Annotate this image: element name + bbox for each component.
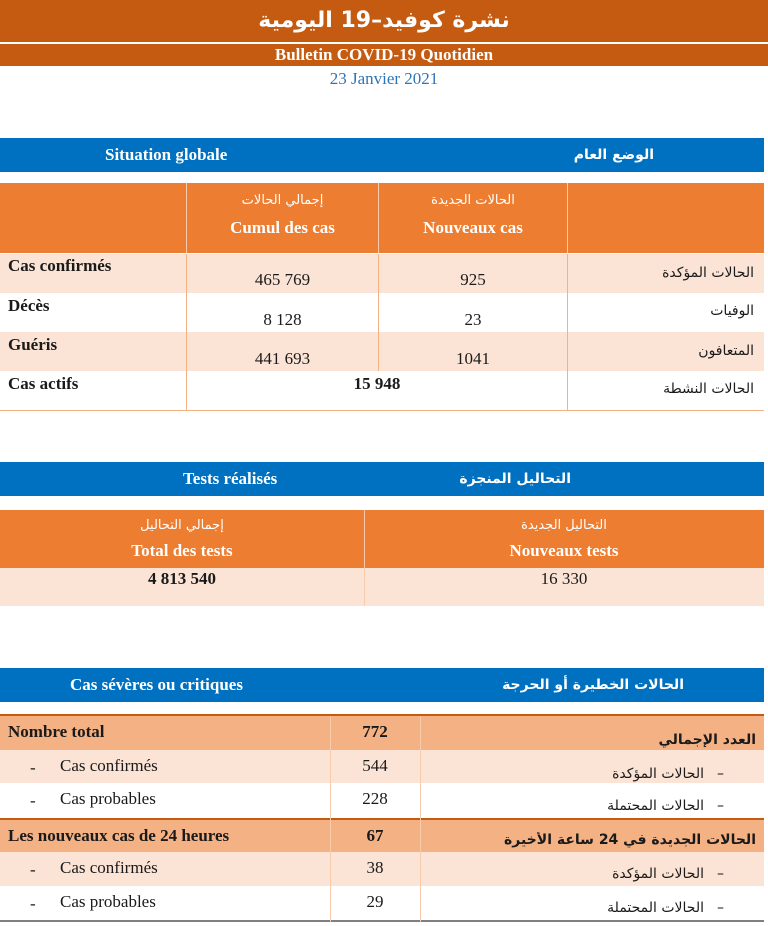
col-cumul-header	[187, 193, 378, 238]
item-label-fr: Cas probables	[60, 789, 156, 808]
severe-title-fr: Cas sévères ou critiques	[70, 675, 243, 694]
item-label-fr: Cas confirmés	[60, 858, 158, 877]
item-value: 228	[362, 789, 388, 808]
item-value: 544	[362, 756, 388, 775]
col-new-tests-fr: Nouveaux tests	[509, 541, 619, 560]
item-bullet-fr: -	[30, 894, 36, 913]
group-label-ar: العدد الإجمالي	[658, 732, 756, 748]
item-bullet-fr: -	[30, 791, 36, 810]
col-total-tests-fr: Total des tests	[131, 541, 233, 560]
row-label-ar: المتعافون	[698, 343, 754, 359]
row-new-value: 23	[464, 310, 482, 329]
situation-title-ar: الوضع العام	[573, 147, 654, 163]
situation-table	[0, 183, 764, 411]
item-label-fr: Cas probables	[60, 892, 156, 911]
row-new-value: 925	[460, 270, 486, 289]
bulletin-date: 23 Janvier 2021	[329, 69, 439, 88]
item-bullet-ar: –	[717, 866, 724, 882]
severe-section-header	[0, 668, 764, 702]
item-bullet-fr: -	[30, 860, 36, 879]
item-bullet-ar: –	[717, 900, 724, 916]
item-label-ar: الحالات المحتملة	[607, 798, 704, 814]
group-label-fr: Nombre total	[8, 722, 105, 741]
row-label-ar: الوفيات	[710, 303, 754, 319]
row-label-ar: الحالات المؤكدة	[662, 265, 754, 281]
item-value: 38	[366, 858, 384, 877]
col-new-ar: الحالات الجديدة	[431, 193, 515, 208]
group-label-ar: الحالات الجديدة في 24 ساعة الأخيرة	[503, 832, 756, 848]
tests-section-header	[0, 462, 764, 496]
total-tests-value: 4 813 540	[148, 569, 216, 588]
row-label-fr: Décès	[8, 296, 50, 315]
group-value: 67	[366, 826, 384, 845]
col-new-tests-ar: التحاليل الجديدة	[521, 518, 607, 533]
situation-section-header	[0, 138, 764, 172]
row-label-fr: Guéris	[8, 335, 58, 354]
item-label-ar: الحالات المؤكدة	[612, 766, 704, 782]
severe-table	[0, 714, 764, 924]
row-cumul-value: 465 769	[254, 270, 311, 289]
group-value: 772	[362, 722, 388, 741]
item-bullet-fr: -	[30, 758, 36, 777]
group-label-fr: Les nouveaux cas de 24 heures	[8, 826, 230, 845]
col-new-tests-header	[364, 518, 764, 561]
item-label-ar: الحالات المؤكدة	[612, 866, 704, 882]
severe-title-ar: الحالات الخطيرة أو الحرجة	[502, 677, 684, 693]
active-label-fr: Cas actifs	[8, 374, 79, 393]
col-total-tests-header	[0, 518, 364, 561]
col-total-tests-ar: إجمالي التحاليل	[140, 518, 224, 533]
tests-title-fr: Tests réalisés	[183, 469, 278, 488]
item-bullet-ar: –	[717, 766, 724, 782]
item-value: 29	[366, 892, 384, 911]
col-cumul-fr: Cumul des cas	[230, 218, 335, 237]
item-bullet-ar: –	[717, 798, 724, 814]
row-label-fr: Cas confirmés	[8, 256, 112, 275]
col-new-header	[378, 193, 568, 238]
new-tests-value: 16 330	[540, 569, 588, 588]
row-cumul-value: 8 128	[263, 310, 302, 329]
col-new-fr: Nouveaux cas	[423, 218, 523, 237]
bulletin-title-fr: Bulletin COVID-19 Quotidien	[0, 44, 768, 66]
item-label-ar: الحالات المحتملة	[607, 900, 704, 916]
col-cumul-ar: إجمالي الحالات	[241, 193, 324, 208]
bulletin-title-ar: نشرة كوفيد–19 اليومية	[0, 0, 768, 42]
row-cumul-value: 441 693	[254, 349, 311, 368]
tests-table	[0, 510, 764, 606]
row-new-value: 1041	[456, 349, 490, 368]
active-value: 15 948	[353, 374, 401, 393]
tests-title-ar: التحاليل المنجزة	[459, 471, 571, 487]
item-label-fr: Cas confirmés	[60, 756, 158, 775]
situation-title-fr: Situation globale	[105, 145, 228, 164]
active-label-ar: الحالات النشطة	[663, 381, 754, 397]
